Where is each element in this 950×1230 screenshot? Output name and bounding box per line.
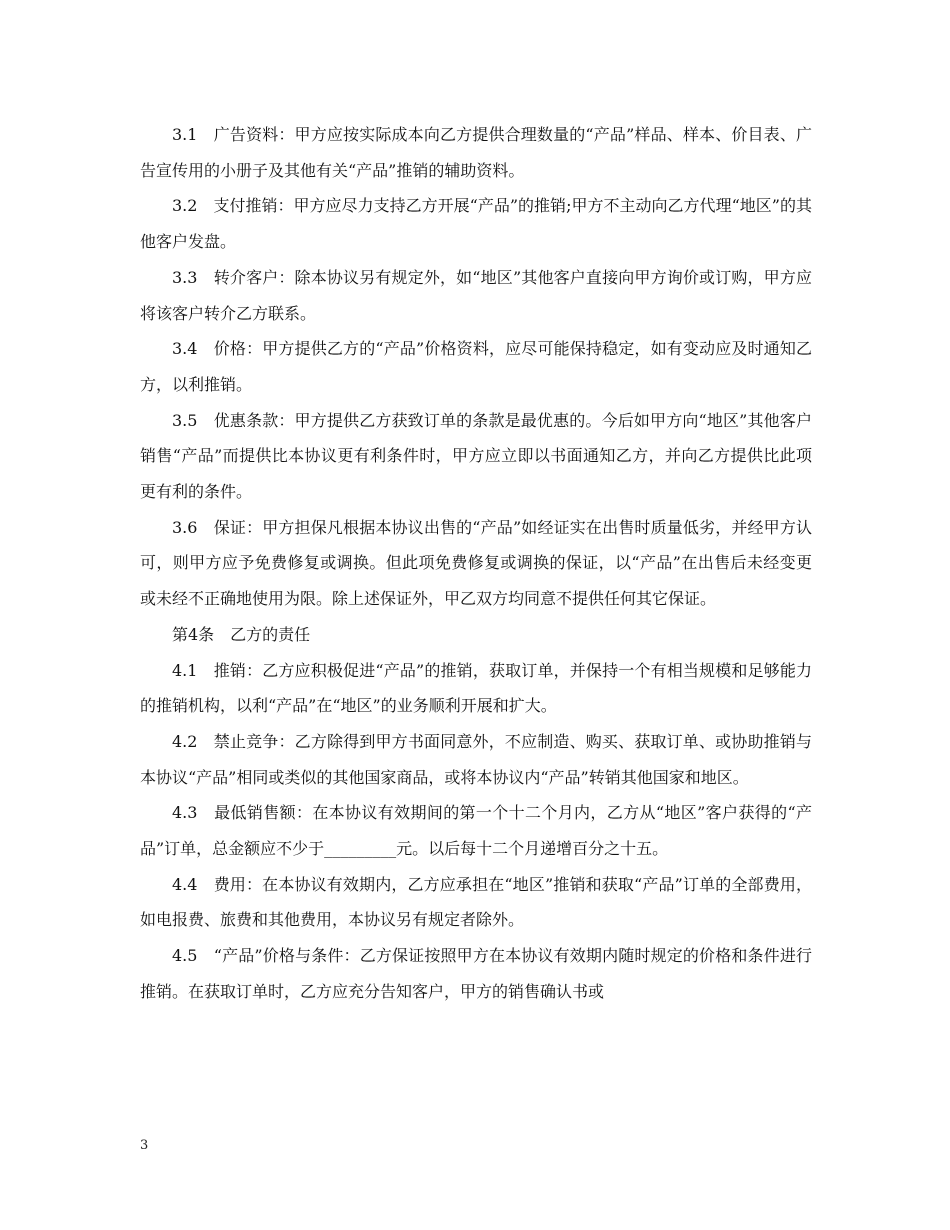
clause-3-1: 3.1 广告资料：甲方应按实际成本向乙方提供合理数量的“产品”样品、样本、价目表、广告宣传用的小册子及其他有关“产品”推销的辅助资料。 (140, 125, 812, 180)
clause-4-5: 4.5 “产品”价格与条件：乙方保证按照甲方在本协议有效期内随时规定的价格和条件进行推销。在获取订单时，乙方应充分告知客户，甲方的销售确认书或 (140, 946, 812, 1001)
clause-3-6: 3.6 保证：甲方担保凡根据本协议出售的“产品”如经证实在出售时质量低劣，并经甲方认可，则甲方应予免费修复或调换。但此项免费修复或调换的保证，以“产品”在出售后未经变更或未经不正确地使用为限。除上述保证外，甲乙双方均同意不提供任何其它保证。 (140, 517, 812, 609)
document-body (140, 117, 812, 1010)
clause-4-3: 4.3 最低销售额：在本协议有效期间的第一个十二个月内，乙方从“地区”客户获得的“产品”订单，总金额应不少于_________元。以后每十二个月递增百分之十五。 (140, 803, 812, 859)
clause-4-4: 4.4 费用：在本协议有效期内，乙方应承担在“地区”推销和获取“产品”订单的全部费用，如电报费、旅费和其他费用，本协议另有规定者除外。 (140, 874, 812, 930)
clause-4-2: 4.2 禁止竞争：乙方除得到甲方书面同意外，不应制造、购买、获取订单、或协助推销与本协议“产品”相同或类似的其他国家商品，或将本协议内“产品”转销其他国家和地区。 (140, 731, 812, 787)
clause-3-2: 3.2 支付推销：甲方应尽力支持乙方开展“产品”的推销;甲方不主动向乙方代理“地区”的其他客户发盘。 (140, 196, 812, 252)
clause-3-3: 3.3 转介客户：除本协议另有规定外，如“地区”其他客户直接向甲方询价或订购，甲方应将该客户转介乙方联系。 (140, 267, 812, 323)
clause-3-5: 3.5 优惠条款：甲方提供乙方获致订单的条款是最优惠的。今后如甲方向“地区”其他客户销售“产品”而提供比本协议更有利条件时，甲方应立即以书面通知乙方，并向乙方提供比此项更有利的条件。 (140, 410, 812, 502)
section-heading: 第4条 乙方的责任 (172, 624, 311, 644)
clause-4-1: 4.1 推销：乙方应积极促进“产品”的推销，获取订单，并保持一个有相当规模和足够能力的推销机构，以利“产品”在“地区”的业务顺利开展和扩大。 (140, 660, 812, 716)
clause-3-4: 3.4 价格：甲方提供乙方的“产品”价格资料，应尽可能保持稳定，如有变动应及时通知乙方，以利推销。 (140, 339, 812, 394)
page-number: 3 (140, 1138, 149, 1153)
